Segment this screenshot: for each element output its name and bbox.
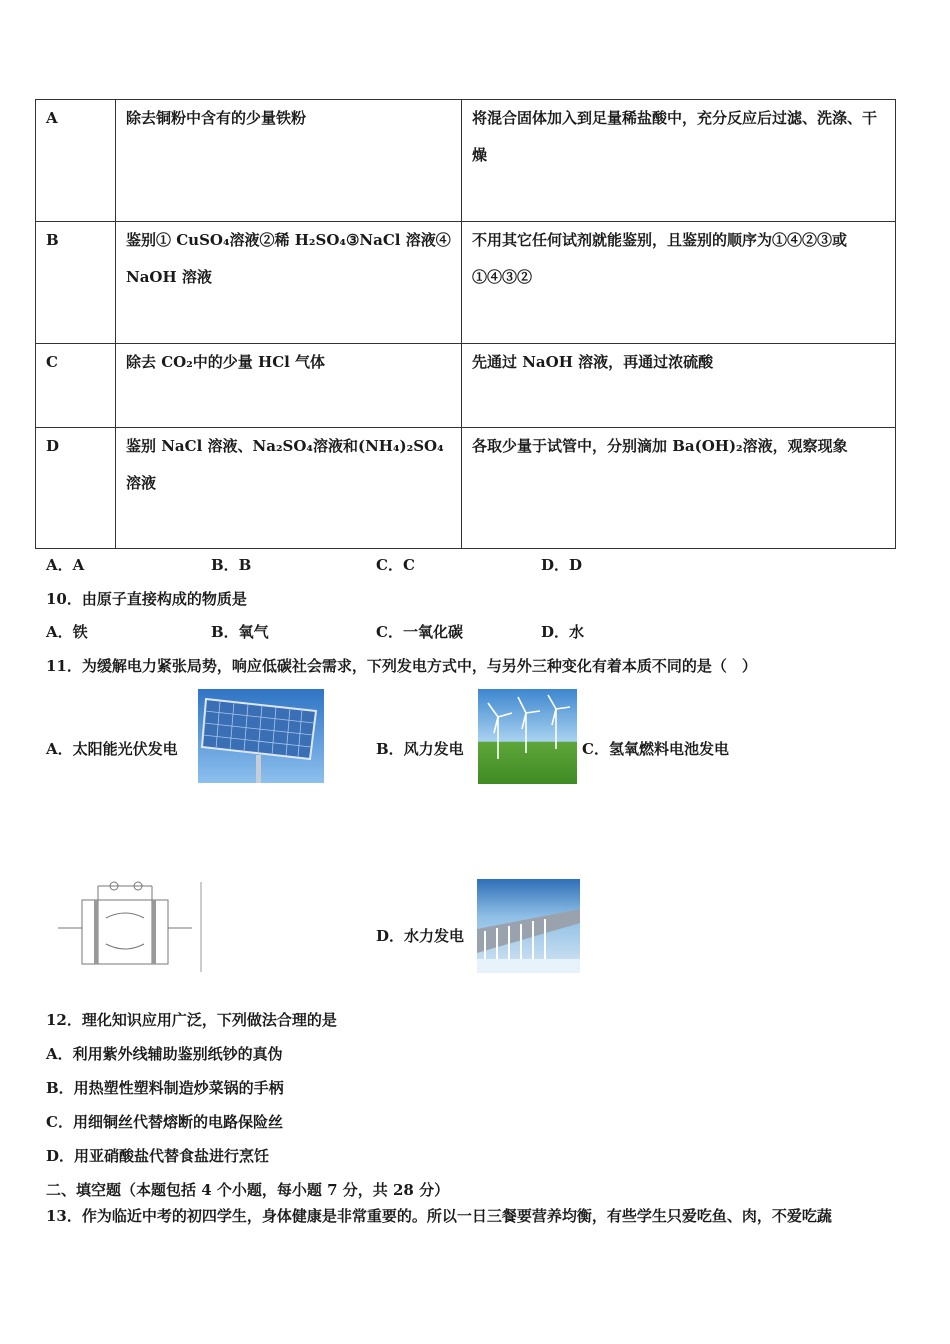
table-row [36, 222, 896, 344]
row-label: B [36, 222, 116, 344]
hydro-dam-image [477, 879, 580, 973]
solar-panel-icon [198, 689, 324, 783]
row-method: 将混合固体加入到足量稀盐酸中，充分反应后过滤、洗涤、干燥 [462, 100, 896, 222]
q9-option-d[interactable]: D．D [541, 556, 583, 574]
q10-option-c[interactable]: C．一氧化碳 [376, 623, 463, 641]
row-method: 不用其它任何试剂就能鉴别，且鉴别的顺序为①④②③或①④③② [462, 222, 896, 344]
q12-option-c[interactable]: C．用细铜丝代替熔断的电路保险丝 [46, 1113, 283, 1131]
table-row [36, 100, 896, 222]
fuel-cell-icon [48, 878, 204, 974]
q9-option-c[interactable]: C．C [376, 556, 415, 574]
row-label: A [36, 100, 116, 222]
q9-option-b[interactable]: B．B [211, 556, 252, 574]
row-label: D [36, 428, 116, 549]
q9-option-a[interactable]: A．A [46, 556, 85, 574]
q11-option-b[interactable]: B．风力发电 [376, 740, 464, 758]
row-method: 各取少量于试管中，分别滴加 Ba(OH)₂溶液，观察现象 [462, 428, 896, 549]
row-item: 鉴别① CuSO₄溶液②稀 H₂SO₄③NaCl 溶液④ NaOH 溶液 [116, 222, 462, 344]
section-heading: 二、填空题（本题包括 4 个小题，每小题 7 分，共 28 分） [46, 1181, 450, 1199]
q11-option-a[interactable]: A．太阳能光伏发电 [46, 740, 178, 758]
q10-option-d[interactable]: D．水 [541, 623, 585, 641]
q11-option-d[interactable]: D．水力发电 [376, 927, 465, 945]
wind-turbine-icon [478, 689, 577, 784]
fuel-cell-diagram [48, 878, 204, 974]
solar-panel-image [198, 689, 324, 783]
q12-option-b[interactable]: B．用热塑性塑料制造炒菜锅的手柄 [46, 1079, 284, 1097]
q12-option-d[interactable]: D．用亚硝酸盐代替食盐进行烹饪 [46, 1147, 270, 1165]
table-row [36, 344, 896, 428]
q12-stem: 12．理化知识应用广泛，下列做法合理的是 [46, 1011, 337, 1029]
wind-turbine-image [478, 689, 577, 784]
options-table [35, 99, 896, 549]
q10-stem: 10．由原子直接构成的物质是 [46, 590, 247, 608]
table-row [36, 428, 896, 549]
row-label: C [36, 344, 116, 428]
q11-stem: 11．为缓解电力紧张局势，响应低碳社会需求，下列发电方式中，与另外三种变化有着本质不同的是（ ） [46, 657, 757, 675]
q10-option-b[interactable]: B．氧气 [211, 623, 269, 641]
q12-option-a[interactable]: A．利用紫外线辅助鉴别纸钞的真伪 [46, 1045, 283, 1063]
hydro-dam-icon [477, 879, 580, 973]
row-item: 鉴别 NaCl 溶液、Na₂SO₄溶液和(NH₄)₂SO₄溶液 [116, 428, 462, 549]
q11-option-c[interactable]: C．氢氧燃料电池发电 [582, 740, 729, 758]
row-item: 除去 CO₂中的少量 HCl 气体 [116, 344, 462, 428]
q13-stem: 13．作为临近中考的初四学生，身体健康是非常重要的。所以一日三餐要营养均衡，有些学生只爱吃鱼、肉，不爱吃蔬 [46, 1207, 832, 1225]
q10-option-a[interactable]: A．铁 [46, 623, 88, 641]
row-item: 除去铜粉中含有的少量铁粉 [116, 100, 462, 222]
row-method: 先通过 NaOH 溶液，再通过浓硫酸 [462, 344, 896, 428]
